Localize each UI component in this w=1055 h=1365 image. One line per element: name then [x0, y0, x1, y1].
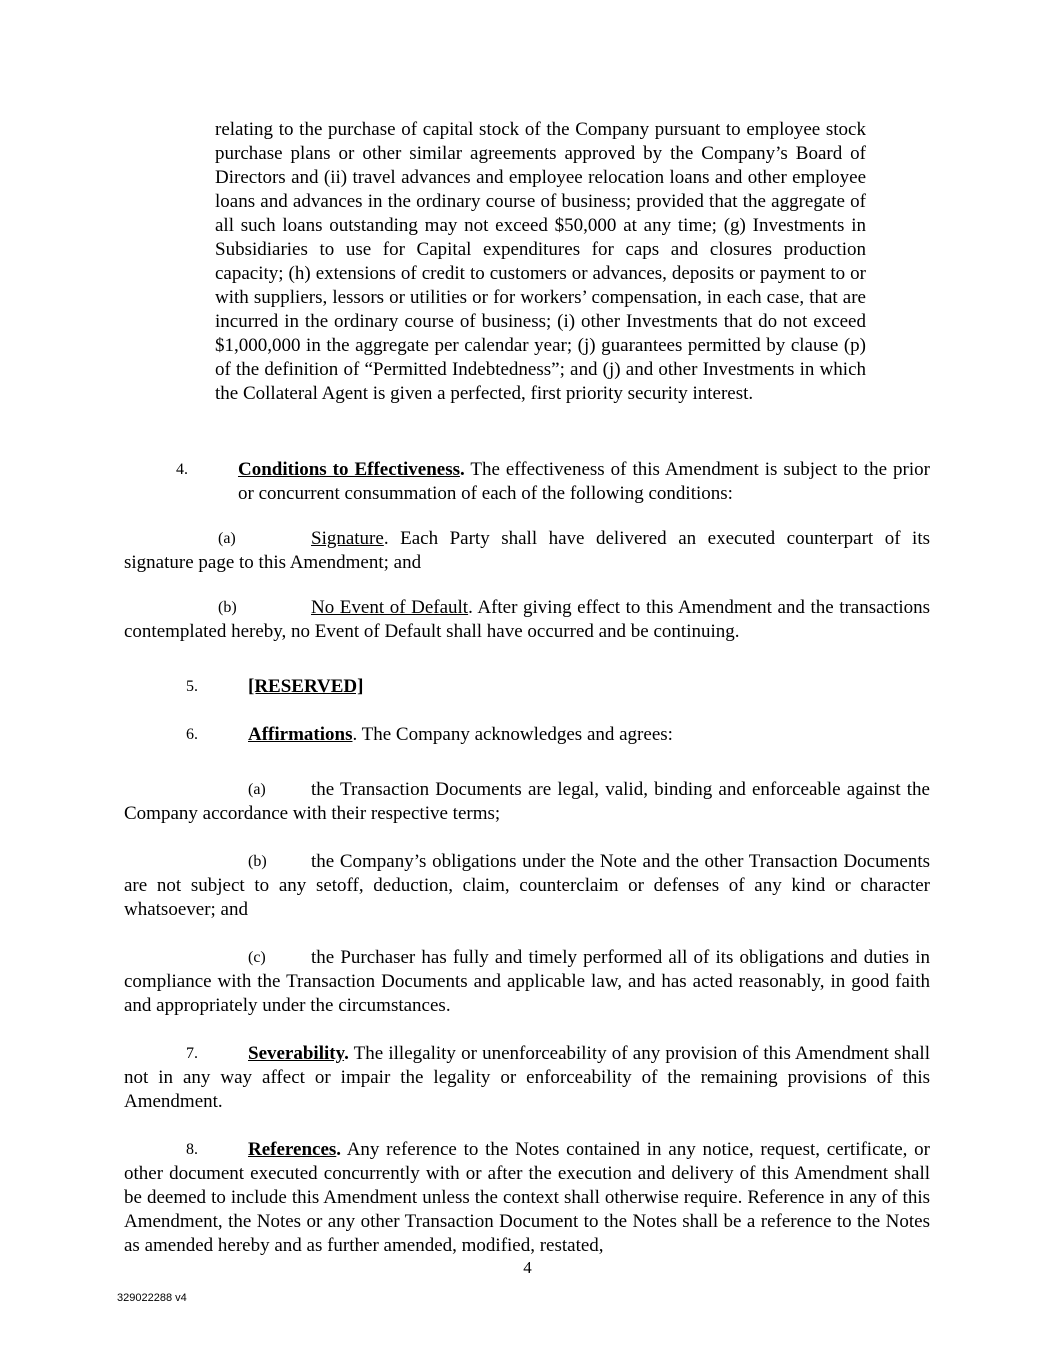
section-7-paragraph: [124, 1042, 930, 1114]
section-6a-paragraph: the Transaction Documents are legal, valid, binding and enforceable against the Company accordance with their respective terms;: [124, 779, 930, 824]
section-6c-paragraph: the Purchaser has fully and timely performed all of its obligations and duties in compliance with the Transaction Documents and applicable law, and has acted reasonably, in good faith and appropriately under the circumstances.: [124, 947, 930, 1016]
section-8-heading: References: [248, 1139, 337, 1160]
section-6b-paragraph: the Company’s obligations under the Note and the other Transaction Documents are not subject to any setoff, deduction, claim, counterclaim or defenses of any kind or character whatsoever; and: [124, 851, 930, 920]
section-4-heading-punct: .: [459, 459, 465, 480]
section-7-heading-punct: .: [344, 1043, 349, 1064]
section-4b-text: . After giving effect to this Amendment and the transactions contemplated hereby, no Event of Default shall have occurred and be continuing.: [124, 597, 930, 642]
section-6-text: . The Company acknowledges and agrees:: [352, 724, 673, 745]
section-8-text: Any reference to the Notes contained in any notice, request, certificate, or other document executed concurrently with or after the execution and delivery of this Amendment shall be deemed to include this Amendment unless the context shall otherwise require. Reference in any of this Amendment, the Notes or any other Transaction Document to the Notes shall be a reference to the Notes as amended hereby and as further amended, modified, restated,: [124, 1139, 930, 1256]
section-7-heading: Severability: [248, 1043, 345, 1064]
section-6b-marker: (b): [248, 853, 267, 870]
section-4a-caption: Signature: [311, 528, 384, 549]
section-6c-marker: (c): [248, 949, 266, 966]
section-4-heading: Conditions to Effectiveness: [238, 459, 460, 480]
section-5-number: 5.: [186, 678, 198, 695]
section-4b-marker: (b): [218, 599, 237, 616]
document-id: 329022288 v4: [117, 1292, 187, 1304]
section-4-paragraph: [238, 458, 930, 506]
section-6-heading: Affirmations: [248, 724, 353, 745]
section-7-number: 7.: [186, 1045, 198, 1062]
section-8-heading-punct: .: [336, 1139, 342, 1160]
section-5-heading: [RESERVED]: [248, 676, 364, 697]
section-4b-caption: No Event of Default: [311, 597, 469, 618]
section-4-number: 4.: [176, 461, 188, 478]
section-4a-text: . Each Party shall have delivered an executed counterpart of its signature page to this Amendment; and: [124, 528, 930, 573]
page-number: 4: [523, 1258, 532, 1277]
section-4a-paragraph: [124, 527, 930, 575]
section-4a-marker: (a): [218, 530, 236, 547]
section-6-number: 6.: [186, 726, 198, 743]
section-4-text: The effectiveness of this Amendment is subject to the prior or concurrent consummation of each of the following conditions:: [238, 459, 930, 504]
section-6a-marker: (a): [248, 781, 266, 798]
section-8-number: 8.: [186, 1141, 198, 1158]
continuation-paragraph: relating to the purchase of capital stock of the Company pursuant to employee stock purchase plans or other similar agreements approved by the Company’s Board of Directors and (ii) travel advances and employee relocation loans and other employee loans and advances in the ordinary course of business; provided that the aggregate of all such loans outstanding may not exceed $50,000 at any time; (g) Investments in Subsidiaries to use for Capital expenditures for caps and closures production capacity; (h) extensions of credit to customers or advances, deposits or payment to or with suppliers, lessors or utilities or for workers’ compensation, in each case, that are incurred in the ordinary course of business; (i) other Investments that do not exceed $1,000,000 in the aggregate per calendar year; (j) guarantees permitted by clause (p) of the definition of “Permitted Indebtedness”; and (j) and other Investments in which the Collateral Agent is given a perfected, first priority security interest.: [215, 119, 866, 404]
section-8-paragraph: [124, 1138, 930, 1258]
section-7-text: The illegality or unenforceability of any provision of this Amendment shall not in any way affect or impair the legality or enforceability of the remaining provisions of this Amendment.: [124, 1043, 930, 1112]
section-6-paragraph: [248, 723, 930, 747]
section-4b-paragraph: [124, 596, 930, 644]
